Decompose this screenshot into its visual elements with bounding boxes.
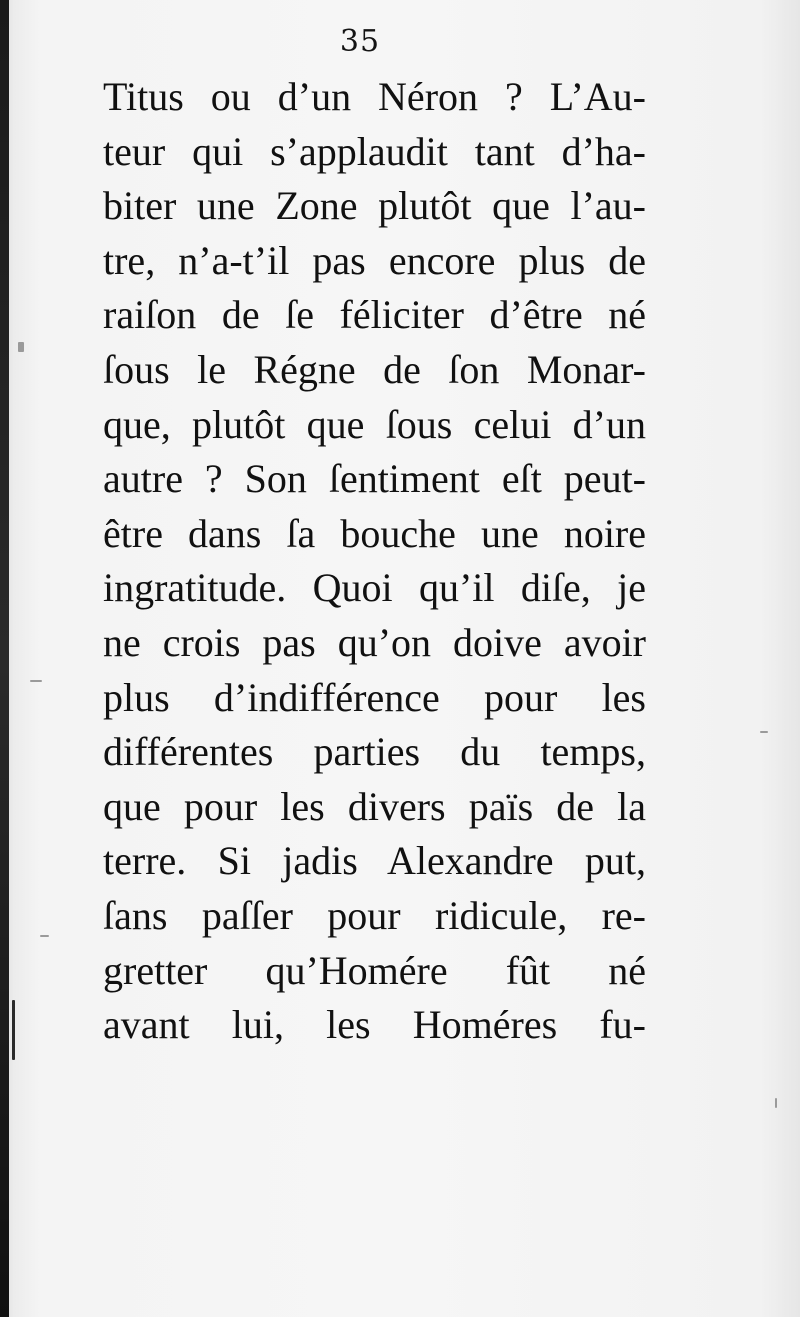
text-line: terre. Si jadis Alexandre put, <box>103 838 646 884</box>
paper-speck <box>40 935 49 937</box>
text-line: ſous le Régne de ſon Monar- <box>103 346 646 392</box>
text-line: plus d’indifférence pour les <box>103 674 646 720</box>
body-text <box>103 70 646 1053</box>
paper-speck <box>18 342 24 352</box>
text-line: que pour les divers païs de la <box>103 783 646 829</box>
text-line: biter une Zone plutôt que l’au- <box>103 183 646 229</box>
text-line: ingratitude. Quoi qu’il diſe, je <box>103 565 646 611</box>
text-line: teur qui s’applaudit tant d’ha- <box>103 128 646 174</box>
text-line: différentes parties du temps, <box>103 729 646 775</box>
paper-speck <box>775 1098 777 1108</box>
page-number: 35 <box>339 24 381 59</box>
text-line: que, plutôt que ſous celui d’un <box>103 401 646 447</box>
text-line: être dans ſa bouche une noire <box>103 510 646 556</box>
paper-speck <box>12 1000 15 1060</box>
text-line: ne crois pas qu’on doive avoir <box>103 619 646 665</box>
text-line: Titus ou d’un Néron ? L’Au- <box>103 74 646 119</box>
text-line: avant lui, les Homéres fu- <box>103 1002 646 1048</box>
text-line: gretter qu’Homére fût né <box>103 947 646 993</box>
text-line: ſans paſſer pour ridicule, re- <box>103 892 646 938</box>
paper-speck <box>30 680 42 682</box>
paper-speck <box>760 731 768 733</box>
text-line: raiſon de ſe féliciter d’être né <box>103 292 646 338</box>
text-line: autre ? Son ſentiment eſt peut- <box>103 456 646 502</box>
text-line: tre, n’a-t’il pas encore plus de <box>103 237 646 283</box>
page-binding-edge <box>0 0 9 1317</box>
